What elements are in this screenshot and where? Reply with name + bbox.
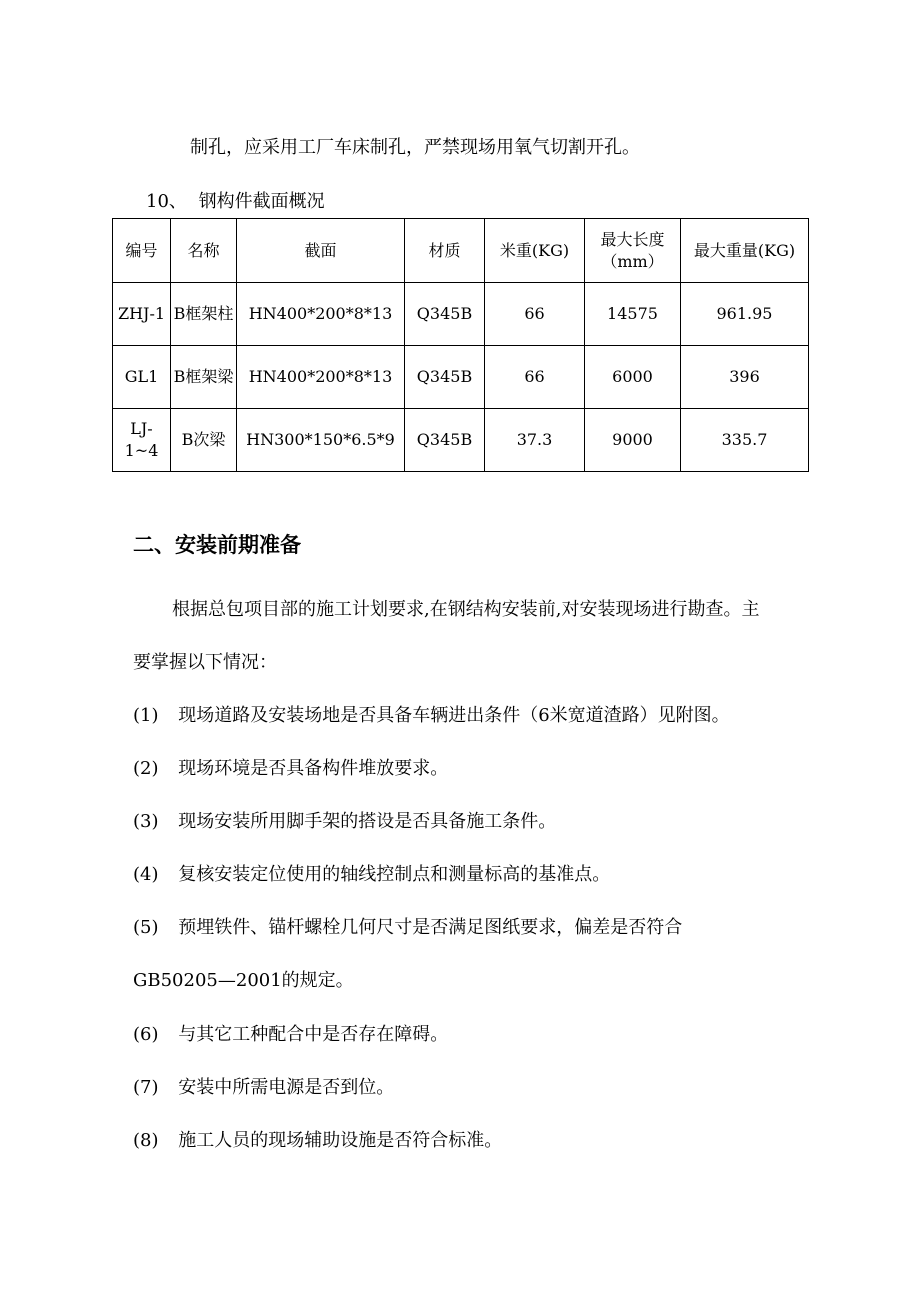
table-row — [113, 409, 809, 472]
table-header-row — [113, 219, 809, 283]
list-item-number: (1) — [133, 705, 159, 726]
cell-material: Q345B — [405, 409, 485, 472]
cell-section: HN400*200*8*13 — [237, 346, 405, 409]
cell-material: Q345B — [405, 346, 485, 409]
list-item-number: (3) — [133, 811, 159, 832]
cell-code: GL1 — [113, 346, 171, 409]
header-material: 材质 — [405, 219, 485, 283]
section-10-label: 钢构件截面概况 — [198, 191, 325, 212]
list-item — [133, 1129, 502, 1153]
cell-max-weight: 335.7 — [681, 409, 809, 472]
section-10-title — [146, 190, 325, 214]
cell-weight-per-m: 66 — [485, 346, 585, 409]
section-2-heading: 二、安装前期准备 — [133, 533, 301, 557]
cell-name: B次梁 — [171, 409, 237, 472]
list-item-number: (6) — [133, 1024, 159, 1045]
cell-max-length: 14575 — [585, 283, 681, 346]
steel-member-table — [112, 218, 809, 472]
header-weight-per-m: 米重(KG) — [485, 219, 585, 283]
cell-weight-per-m: 66 — [485, 283, 585, 346]
list-item-text: 与其它工种配合中是否存在障碍。 — [178, 1024, 449, 1045]
header-name: 名称 — [171, 219, 237, 283]
list-item — [133, 916, 682, 940]
list-item-number: (2) — [133, 758, 159, 779]
list-item — [133, 1076, 394, 1100]
list-item — [133, 810, 556, 834]
cell-max-length: 6000 — [585, 346, 681, 409]
cell-weight-per-m: 37.3 — [485, 409, 585, 472]
header-code: 编号 — [113, 219, 171, 283]
intro-line: 制孔，应采用工厂车床制孔，严禁现场用氧气切割开孔。 — [190, 137, 640, 158]
cell-max-weight: 396 — [681, 346, 809, 409]
cell-max-weight: 961.95 — [681, 283, 809, 346]
cell-code: LJ-1~4 — [113, 409, 171, 472]
section-2-paragraph-line-1: 根据总包项目部的施工计划要求,在钢结构安装前,对安装现场进行勘查。主 — [172, 599, 760, 620]
cell-section: HN400*200*8*13 — [237, 283, 405, 346]
list-item — [133, 757, 448, 781]
list-item-text: 现场环境是否具备构件堆放要求。 — [178, 758, 449, 779]
cell-code: ZHJ-1 — [113, 283, 171, 346]
list-item-number: (7) — [133, 1077, 159, 1098]
list-item — [133, 863, 610, 887]
list-item-continuation: GB50205—2001的规定。 — [133, 970, 354, 991]
list-item-text: 预埋铁件、锚杆螺栓几何尺寸是否满足图纸要求，偏差是否符合 — [178, 917, 683, 938]
list-item-text: 安装中所需电源是否到位。 — [178, 1077, 395, 1098]
cell-section: HN300*150*6.5*9 — [237, 409, 405, 472]
table-row — [113, 346, 809, 409]
header-max-length: 最大长度（mm） — [585, 219, 681, 283]
list-item-text: 现场道路及安装场地是否具备车辆进出条件（6米宽道渣路）见附图。 — [178, 705, 730, 726]
cell-name: B框架梁 — [171, 346, 237, 409]
list-item-number: (4) — [133, 864, 159, 885]
header-section: 截面 — [237, 219, 405, 283]
list-item-text: 复核安装定位使用的轴线控制点和测量标高的基准点。 — [178, 864, 611, 885]
section-10-number: 10、 — [146, 191, 187, 212]
list-item-number: (5) — [133, 917, 159, 938]
list-item-text: 施工人员的现场辅助设施是否符合标准。 — [178, 1130, 503, 1151]
section-2-paragraph-line-2: 要掌握以下情况： — [133, 652, 277, 673]
header-max-weight: 最大重量(KG) — [681, 219, 809, 283]
cell-max-length: 9000 — [585, 409, 681, 472]
list-item-text: 现场安装所用脚手架的搭设是否具备施工条件。 — [178, 811, 557, 832]
list-item — [133, 704, 730, 728]
list-item-number: (8) — [133, 1130, 159, 1151]
list-item — [133, 1023, 448, 1047]
cell-name: B框架柱 — [171, 283, 237, 346]
cell-material: Q345B — [405, 283, 485, 346]
table-row — [113, 283, 809, 346]
